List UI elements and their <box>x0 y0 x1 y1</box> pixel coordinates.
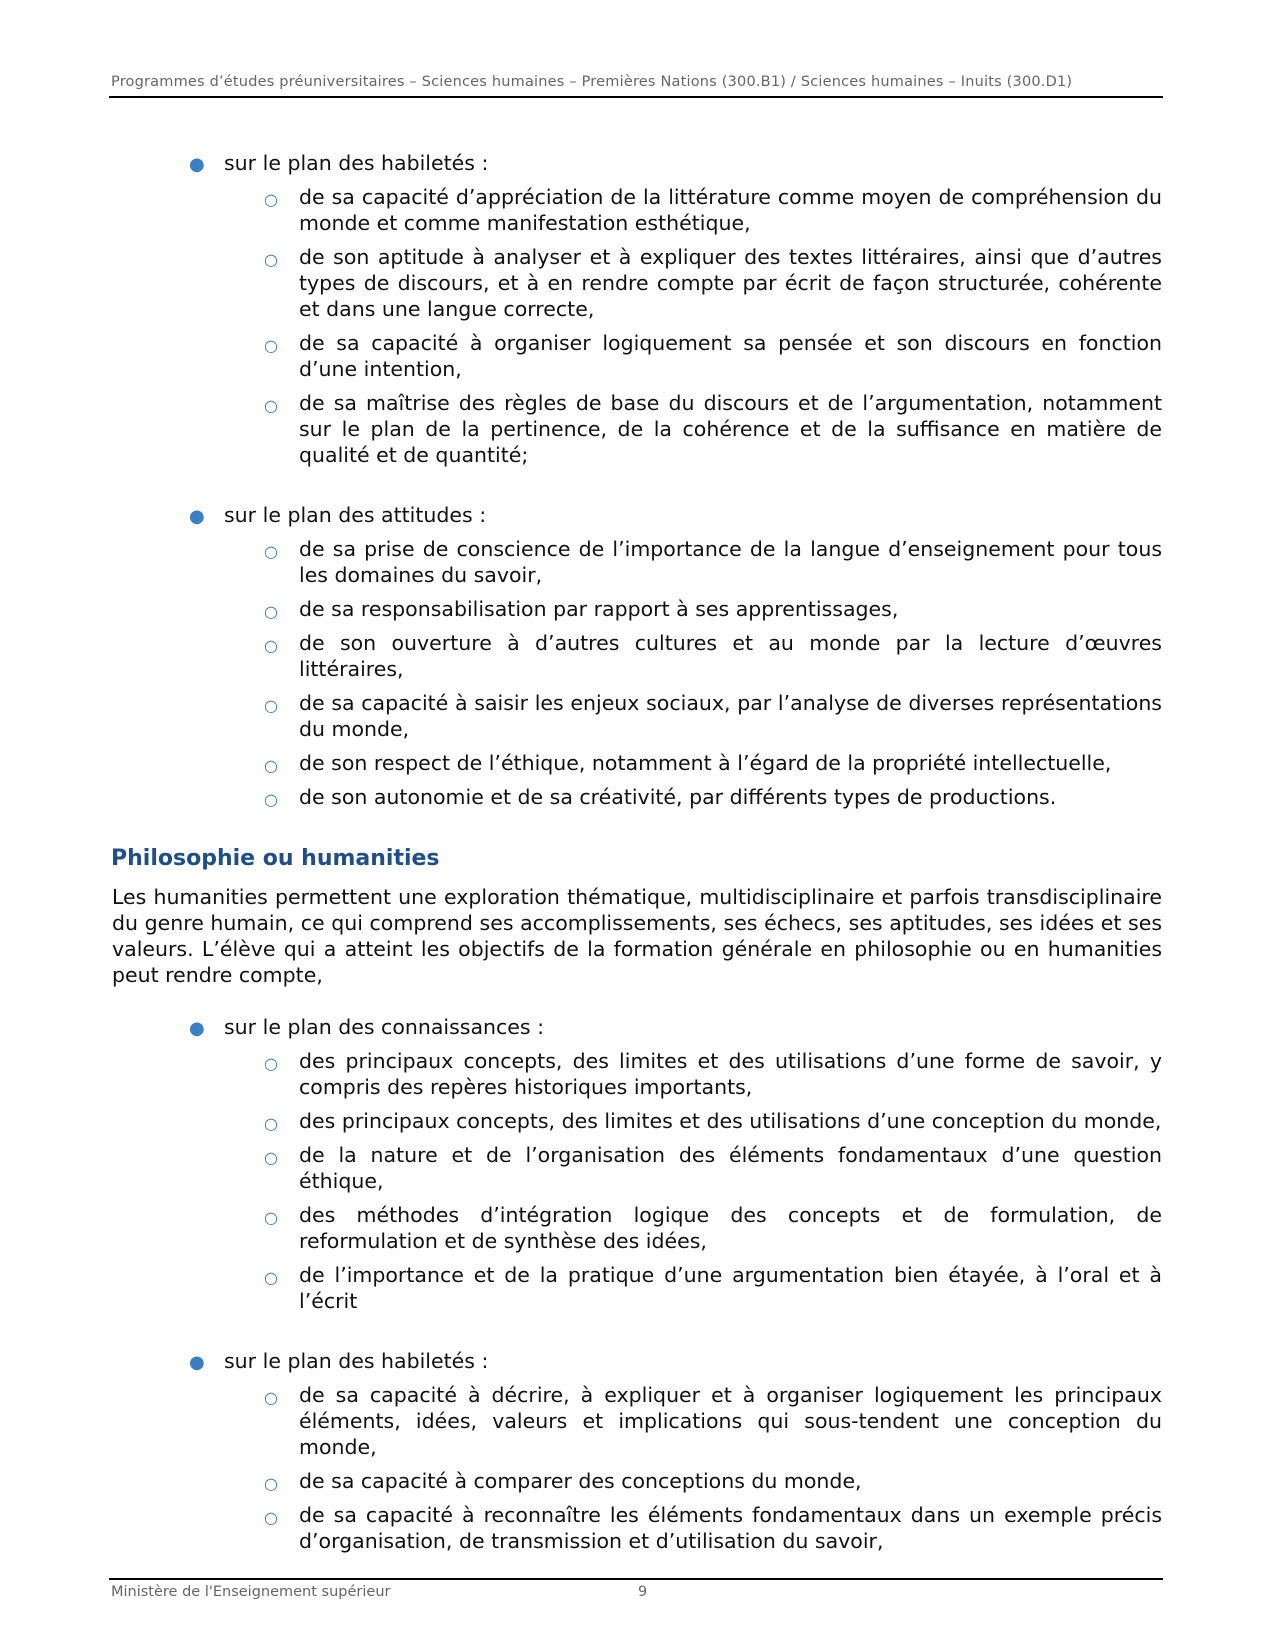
page-number: 9 <box>638 1584 648 1600</box>
sub-item <box>224 1382 1162 1460</box>
sub-item-text: de son autonomie et de sa créativité, par différents types de productions. <box>299 785 1057 809</box>
section-philosophy-list <box>112 1014 1162 1554</box>
sub-item-text: des méthodes d’intégration logique des concepts et de formulation, de reformulation et de synthèse des idées, <box>299 1203 1162 1253</box>
bullet-icon: ● <box>189 1352 205 1373</box>
footer-text: Ministère de l'Enseignement supérieur <box>111 1584 391 1600</box>
bullet-label: sur le plan des habiletés : <box>224 1349 489 1373</box>
sub-item-text: de la nature et de l’organisation des éléments fondamentaux d’une question éthique, <box>299 1143 1162 1193</box>
hollow-circle-bullet-icon: ○ <box>264 336 278 355</box>
sub-item-text: de sa capacité à décrire, à expliquer et à organiser logiquement les principaux éléments, idées, valeurs et implications qui sous-tendent une conception du monde, <box>299 1383 1162 1459</box>
intro-paragraph: Les humanities permettent une exploration thématique, multidisciplinaire et parfois transdisciplinaire du genre humain, ce qui comprend ses accomplissements, ses échecs, ses aptitudes, ses idées et ses valeurs. L’élève qui a atteint les objectifs de la formation générale en philosophie ou en humanities peut rendre compte, <box>112 885 1162 987</box>
sub-item <box>224 184 1162 236</box>
sub-list <box>224 1382 1162 1554</box>
hollow-circle-bullet-icon: ○ <box>264 602 278 621</box>
sub-item-text: de sa capacité à organiser logiquement sa pensée et son discours en fonction d’une intention, <box>299 331 1162 381</box>
sub-item <box>224 596 1162 622</box>
sub-item <box>224 1048 1162 1100</box>
sub-item-text: de sa capacité à saisir les enjeux sociaux, par l’analyse de diverses représentations du monde, <box>299 691 1162 741</box>
sub-item-text: de l’importance et de la pratique d’une argumentation bien étayée, à l’oral et à l’écrit <box>299 1263 1162 1313</box>
hollow-circle-bullet-icon: ○ <box>264 396 278 415</box>
footer-rule <box>109 1578 1163 1580</box>
bullet-icon: ● <box>189 1018 205 1039</box>
sub-list <box>224 184 1162 468</box>
hollow-circle-bullet-icon: ○ <box>264 1208 278 1227</box>
page-content <box>112 150 1162 1562</box>
bullet-label: sur le plan des attitudes : <box>224 503 487 527</box>
header-rule <box>109 96 1163 98</box>
sub-item <box>224 690 1162 742</box>
sub-item-text: des principaux concepts, des limites et des utilisations d’une forme de savoir, y compris des repères historiques importants, <box>299 1049 1162 1099</box>
bullet-item <box>112 1348 1162 1554</box>
hollow-circle-bullet-icon: ○ <box>264 250 278 269</box>
sub-item-text: de son respect de l’éthique, notamment à l’égard de la propriété intellectuelle, <box>299 751 1112 775</box>
hollow-circle-bullet-icon: ○ <box>264 1388 278 1407</box>
sub-item-text: de sa capacité à reconnaître les éléments fondamentaux dans un exemple précis d’organisation, de transmission et d’utilisation du savoir, <box>299 1503 1162 1553</box>
sub-item-text: de sa maîtrise des règles de base du discours et de l’argumentation, notamment sur le plan de la pertinence, de la cohérence et de la suffisance en matière de qualité et de quantité; <box>299 391 1162 467</box>
section-heading: Philosophie ou humanities <box>111 846 440 871</box>
sub-item-text: des principaux concepts, des limites et des utilisations d’une conception du monde, <box>299 1109 1162 1133</box>
sub-item <box>224 1468 1162 1494</box>
hollow-circle-bullet-icon: ○ <box>264 1148 278 1167</box>
sub-item <box>224 1502 1162 1554</box>
hollow-circle-bullet-icon: ○ <box>264 1054 278 1073</box>
sub-item <box>224 630 1162 682</box>
bullet-item <box>112 150 1162 468</box>
sub-item-text: de sa capacité d’appréciation de la littérature comme moyen de compréhension du monde et comme manifestation esthétique, <box>299 185 1162 235</box>
hollow-circle-bullet-icon: ○ <box>264 1114 278 1133</box>
sub-item <box>224 330 1162 382</box>
sub-item-text: de son ouverture à d’autres cultures et au monde par la lecture d’œuvres littéraires, <box>299 631 1162 681</box>
running-header: Programmes d’études préuniversitaires – Sciences humaines – Premières Nations (300.B1) / Sciences humaines – Inuits (300.D1) <box>111 74 1073 90</box>
sub-list <box>224 536 1162 810</box>
hollow-circle-bullet-icon: ○ <box>264 696 278 715</box>
hollow-circle-bullet-icon: ○ <box>264 1268 278 1287</box>
sub-item <box>224 1142 1162 1194</box>
sub-item <box>224 390 1162 468</box>
sub-item <box>224 536 1162 588</box>
sub-item-text: de sa capacité à comparer des conceptions du monde, <box>299 1469 862 1493</box>
sub-item <box>224 1202 1162 1254</box>
bullet-icon: ● <box>189 154 205 175</box>
hollow-circle-bullet-icon: ○ <box>264 790 278 809</box>
section-french-list <box>112 150 1162 810</box>
sub-item-text: de sa prise de conscience de l’importance de la langue d’enseignement pour tous les domaines du savoir, <box>299 537 1162 587</box>
hollow-circle-bullet-icon: ○ <box>264 1474 278 1493</box>
bullet-list <box>112 1014 1162 1314</box>
bullet-list <box>112 150 1162 468</box>
sub-item <box>224 1262 1162 1314</box>
bullet-item <box>112 1014 1162 1314</box>
bullet-item <box>112 502 1162 810</box>
bullet-list <box>112 502 1162 810</box>
sub-item <box>224 244 1162 322</box>
bullet-icon: ● <box>189 506 205 527</box>
sub-item <box>224 750 1162 776</box>
sub-item-text: de son aptitude à analyser et à expliquer des textes littéraires, ainsi que d’autres types de discours, et à en rendre compte par écrit de façon structurée, cohérente et dans une langue correcte, <box>299 245 1162 321</box>
hollow-circle-bullet-icon: ○ <box>264 636 278 655</box>
sub-item <box>224 1108 1162 1134</box>
sub-item-text: de sa responsabilisation par rapport à ses apprentissages, <box>299 597 899 621</box>
bullet-list <box>112 1348 1162 1554</box>
hollow-circle-bullet-icon: ○ <box>264 190 278 209</box>
hollow-circle-bullet-icon: ○ <box>264 756 278 775</box>
sub-item <box>224 784 1162 810</box>
sub-list <box>224 1048 1162 1314</box>
hollow-circle-bullet-icon: ○ <box>264 1508 278 1527</box>
hollow-circle-bullet-icon: ○ <box>264 542 278 561</box>
bullet-label: sur le plan des habiletés : <box>224 151 489 175</box>
bullet-label: sur le plan des connaissances : <box>224 1015 545 1039</box>
